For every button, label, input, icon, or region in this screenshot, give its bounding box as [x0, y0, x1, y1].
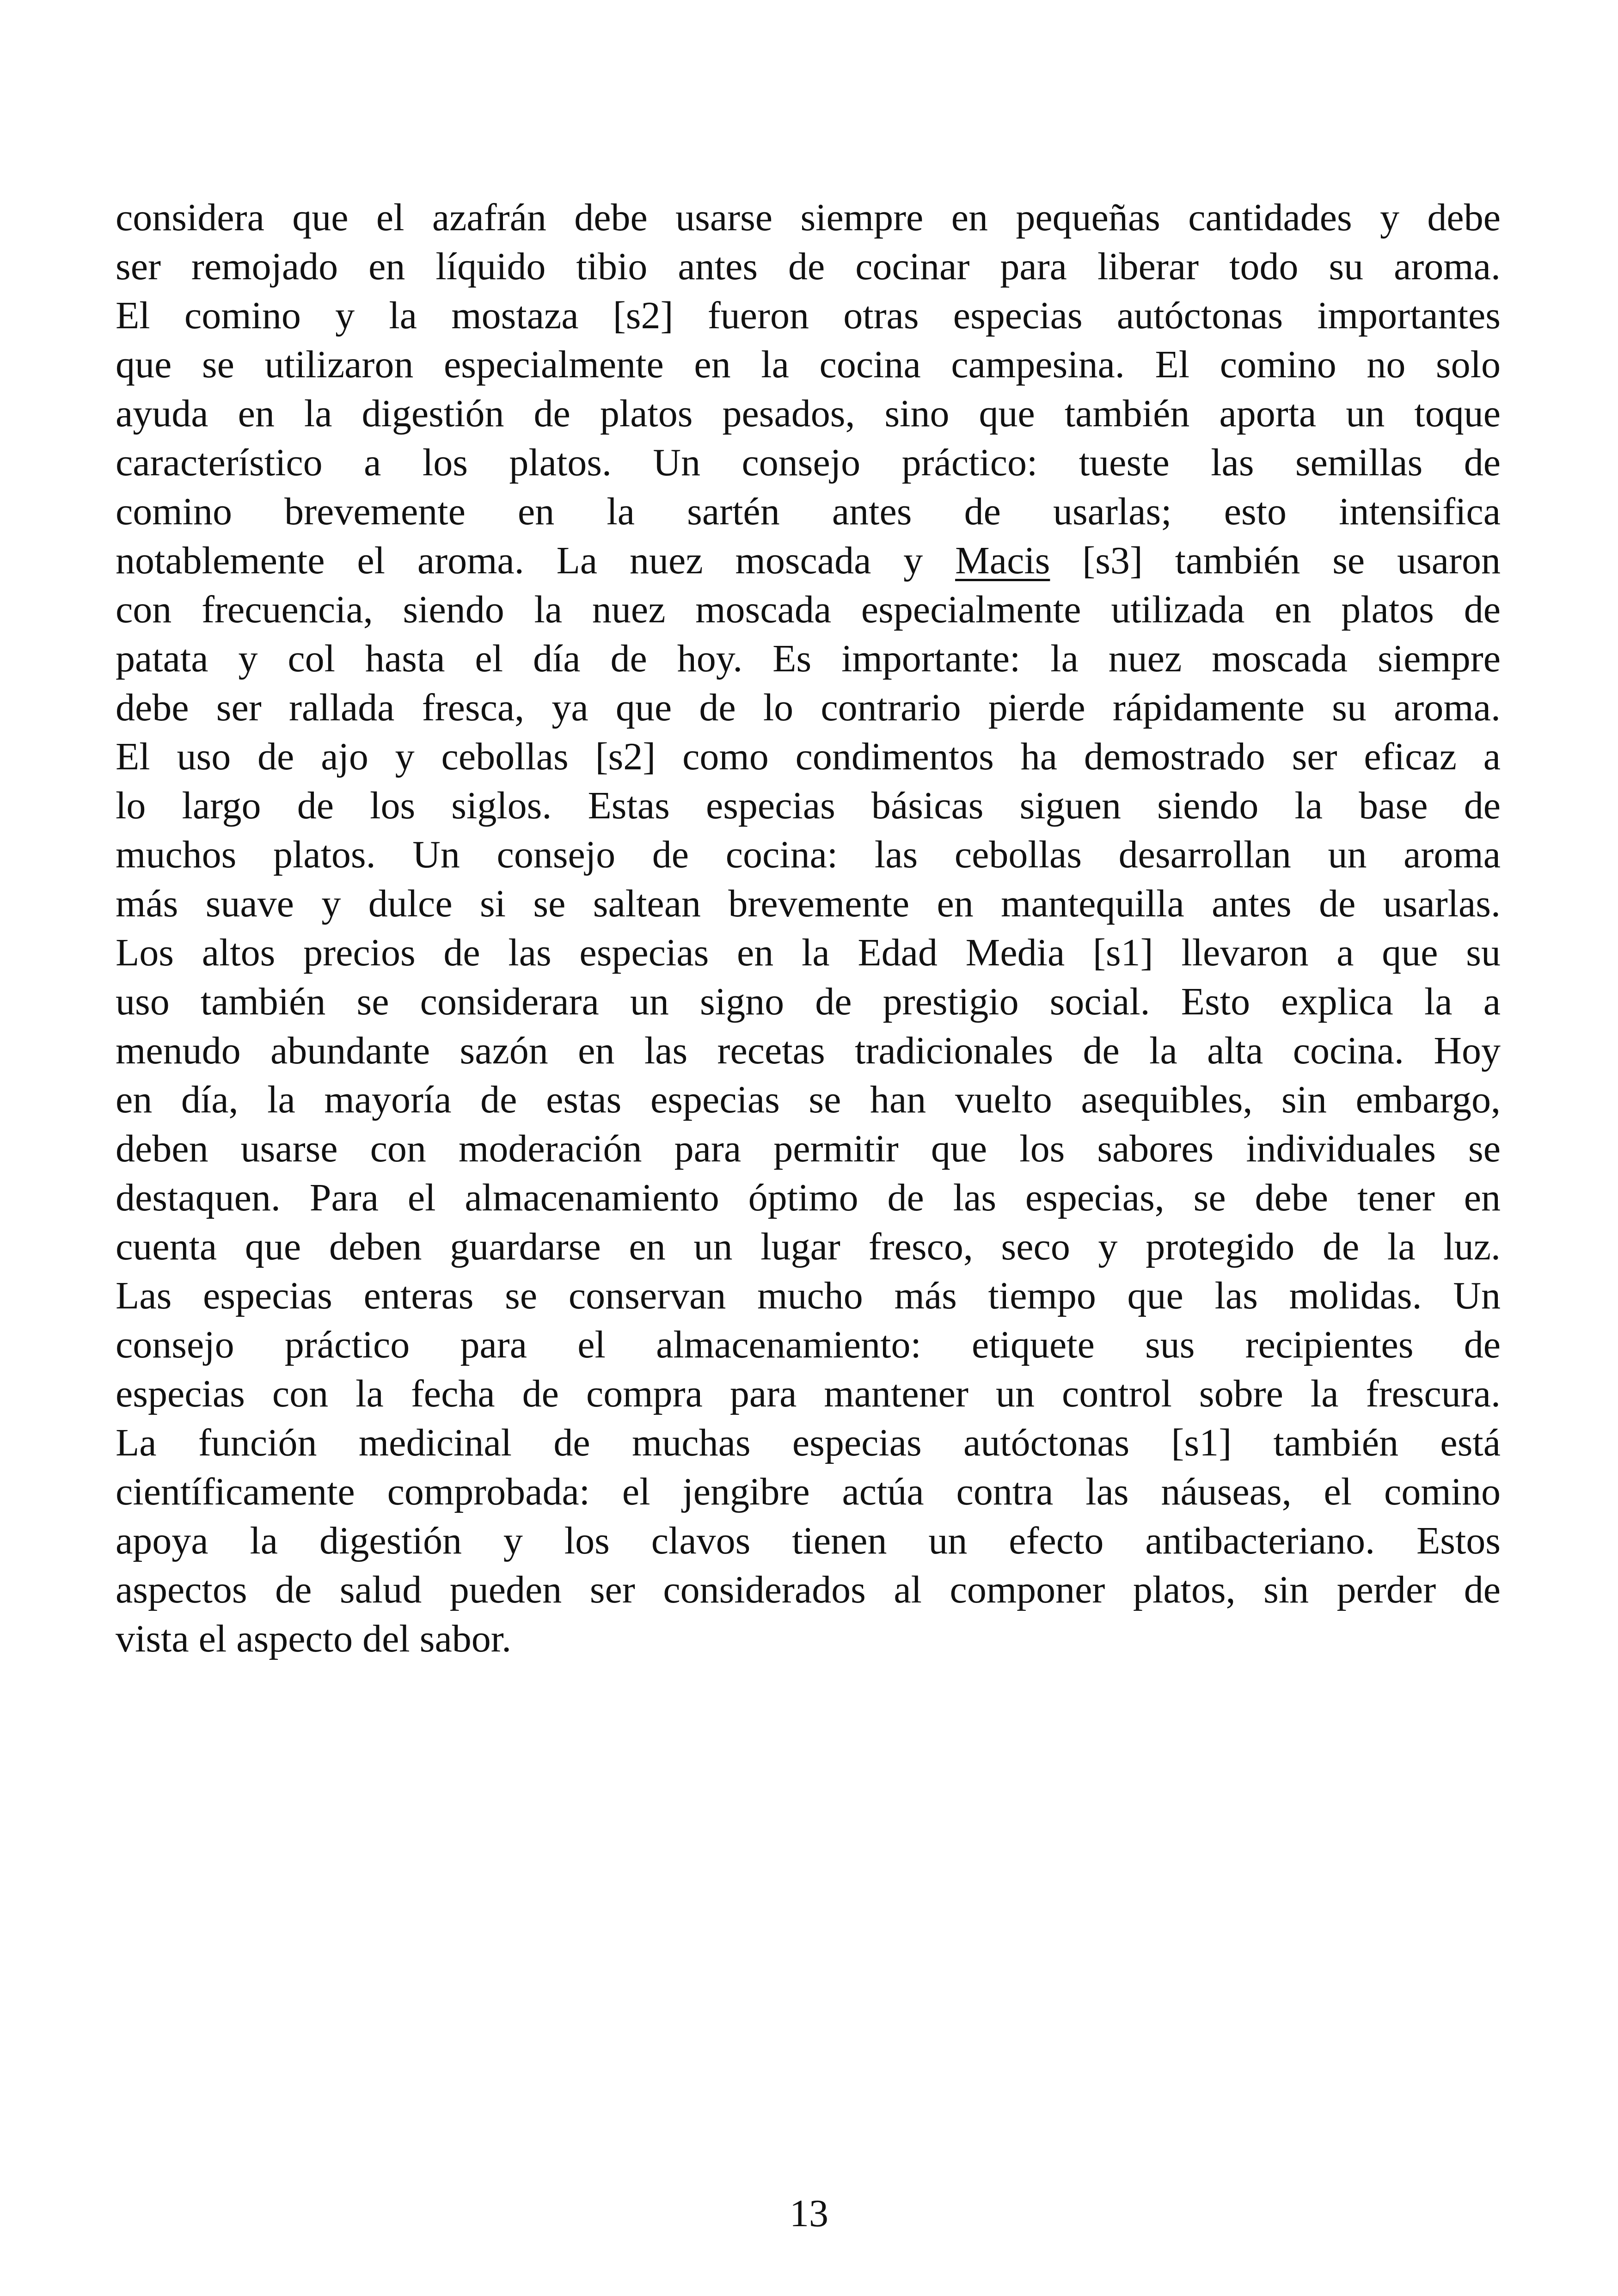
- text-line: menudo abundante sazón en las recetas tradicionales de la alta cocina. Hoy: [116, 1029, 1501, 1072]
- text-line: destaquen. Para el almacenamiento óptimo de las especias, se debe tener en: [116, 1176, 1501, 1219]
- text-line: especias con la fecha de compra para mantener un control sobre la frescura.: [116, 1372, 1501, 1415]
- text-line: muchos platos. Un consejo de cocina: las cebollas desarrollan un aroma: [116, 833, 1501, 876]
- text-line: considera que el azafrán debe usarse siempre en pequeñas cantidades y debe: [116, 196, 1501, 239]
- text-line: deben usarse con moderación para permitir que los sabores individuales se: [116, 1127, 1501, 1170]
- text-line: ser remojado en líquido tibio antes de cocinar para liberar todo su aroma.: [116, 245, 1501, 288]
- text-line: Las especias enteras se conservan mucho más tiempo que las molidas. Un: [116, 1274, 1501, 1317]
- body-text: [116, 193, 1501, 1664]
- text-line: característico a los platos. Un consejo práctico: tueste las semillas de: [116, 441, 1501, 484]
- text-line: La función medicinal de muchas especias autóctonas [s1] también está: [116, 1421, 1501, 1464]
- text-line: uso también se considerara un signo de prestigio social. Esto explica la a: [116, 980, 1501, 1023]
- text-segment: notablemente el aroma. La nuez moscada y: [116, 539, 956, 582]
- macis-link[interactable]: Macis: [955, 539, 1050, 582]
- text-line: que se utilizaron especialmente en la cocina campesina. El comino no solo: [116, 343, 1501, 386]
- text-line: más suave y dulce si se saltean brevemente en mantequilla antes de usarlas.: [116, 882, 1501, 925]
- text-line: debe ser rallada fresca, ya que de lo contrario pierde rápidamente su aroma.: [116, 686, 1501, 729]
- text-line: vista el aspecto del sabor.: [116, 1617, 512, 1660]
- text-line: aspectos de salud pueden ser considerados al componer platos, sin perder de: [116, 1568, 1501, 1611]
- text-line: consejo práctico para el almacenamiento: etiquete sus recipientes de: [116, 1323, 1501, 1366]
- text-line: ayuda en la digestión de platos pesados, sino que también aporta un toque: [116, 392, 1501, 435]
- text-line: lo largo de los siglos. Estas especias básicas siguen siendo la base de: [116, 784, 1501, 827]
- text-line: cuenta que deben guardarse en un lugar fresco, seco y protegido de la luz.: [116, 1225, 1501, 1268]
- text-line: comino brevemente en la sartén antes de usarlas; esto intensifica: [116, 490, 1501, 533]
- text-line-with-link: [116, 536, 1501, 585]
- text-segment: [s3] también se usaron: [1050, 539, 1501, 582]
- text-line: Los altos precios de las especias en la Edad Media [s1] llevaron a que su: [116, 931, 1501, 974]
- text-line: patata y col hasta el día de hoy. Es importante: la nuez moscada siempre: [116, 637, 1501, 680]
- text-line: El comino y la mostaza [s2] fueron otras especias autóctonas importantes: [116, 294, 1501, 337]
- text-line: científicamente comprobada: el jengibre actúa contra las náuseas, el comino: [116, 1470, 1501, 1513]
- text-line: en día, la mayoría de estas especias se han vuelto asequibles, sin embargo,: [116, 1078, 1501, 1121]
- text-line: El uso de ajo y cebollas [s2] como condimentos ha demostrado ser eficaz a: [116, 735, 1501, 778]
- text-line: con frecuencia, siendo la nuez moscada especialmente utilizada en platos de: [116, 588, 1501, 631]
- page-number: 13: [790, 2192, 828, 2235]
- text-line: apoya la digestión y los clavos tienen un efecto antibacteriano. Estos: [116, 1519, 1501, 1562]
